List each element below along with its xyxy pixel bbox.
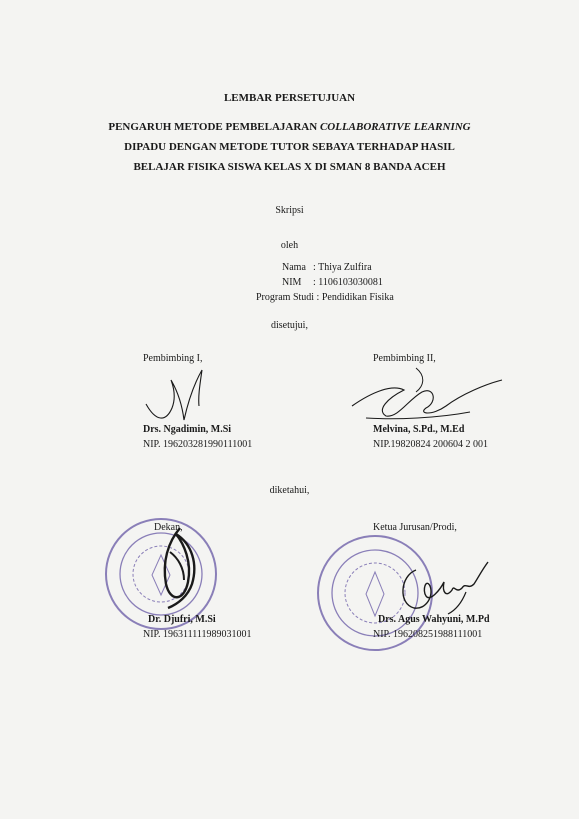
advisor-1-signature	[140, 364, 215, 426]
nim-label: NIM	[282, 277, 302, 288]
head-signature	[396, 556, 496, 616]
advisor-1-nip: NIP. 196203281990111001	[143, 439, 253, 450]
thesis-title-line-1	[0, 121, 579, 133]
dean-nip: NIP. 196311111989031001	[143, 629, 252, 640]
nim-value: : 1106103030081	[313, 277, 383, 288]
advisor-2-name: Melvina, S.Pd., M.Ed	[373, 424, 465, 435]
thesis-title-line-3: BELAJAR FISIKA SISWA KELAS X DI SMAN 8 BANDA ACEH	[133, 161, 446, 173]
head-nip: NIP. 196208251988111001	[373, 629, 483, 640]
name-label: Nama	[282, 262, 306, 273]
dean-name: Dr. Djufri, M.Si	[148, 614, 216, 625]
by-label: oleh	[280, 240, 299, 251]
name-value: : Thiya Zulfira	[313, 262, 372, 273]
thesis-title-line-2: DIPADU DENGAN METODE TUTOR SEBAYA TERHADAP HASIL	[124, 141, 455, 153]
advisor-2-signature	[346, 362, 506, 428]
page-heading: LEMBAR PERSETUJUAN	[223, 92, 356, 104]
approved-label: disetujui,	[271, 320, 308, 331]
advisor-1-role: Pembimbing I,	[143, 353, 203, 364]
head-role: Ketua Jurusan/Prodi,	[373, 522, 457, 533]
advisor-2-nip: NIP.19820824 200604 2 001	[373, 439, 489, 450]
title-line-1-italic: COLLABORATIVE LEARNING	[319, 121, 471, 133]
program-line: Program Studi : Pendidikan Fisika	[256, 292, 394, 303]
head-name: Drs. Agus Wahyuni, M.Pd	[378, 614, 490, 625]
title-line-1-prefix: PENGARUH METODE PEMBELAJARAN	[108, 121, 320, 133]
advisor-2-role: Pembimbing II,	[373, 353, 436, 364]
dean-role: Dekan,	[154, 522, 183, 533]
acknowledged-label: diketahui,	[269, 485, 310, 496]
document-type: Skripsi	[275, 205, 304, 216]
dean-signature	[148, 522, 208, 612]
advisor-1-name: Drs. Ngadimin, M.Si	[143, 424, 232, 435]
